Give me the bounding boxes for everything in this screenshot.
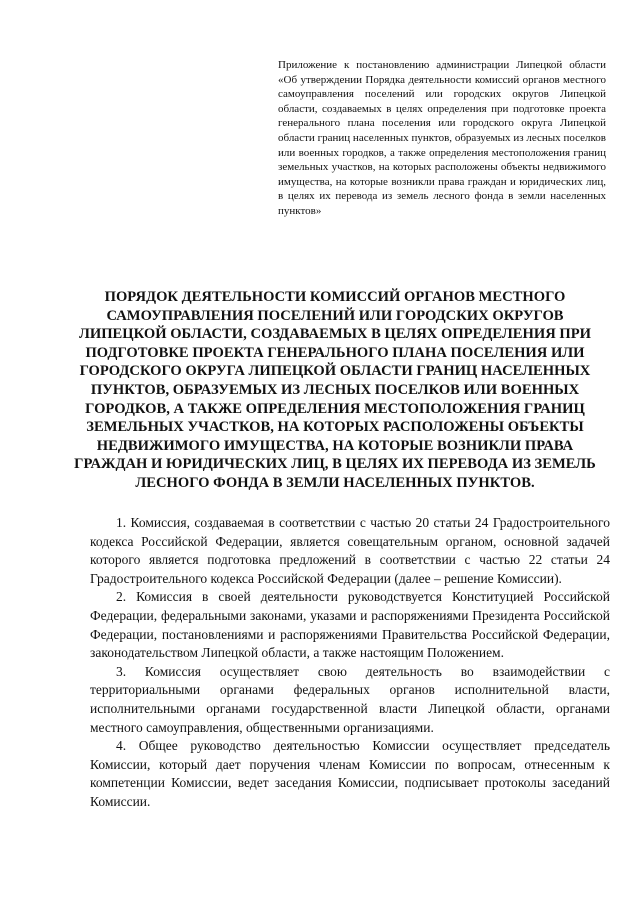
document-body: [90, 514, 610, 812]
document-title: ПОРЯДОК ДЕЯТЕЛЬНОСТИ КОМИССИЙ ОРГАНОВ МЕСТНОГО САМОУПРАВЛЕНИЯ ПОСЕЛЕНИЙ ИЛИ ГОРОДСКИХ ОКРУГОВ ЛИПЕЦКОЙ ОБЛАСТИ, СОЗДАВАЕМЫХ В ЦЕЛЯХ ОПРЕДЕЛЕНИЯ ПРИ ПОДГОТОВКЕ ПРОЕКТА ГЕНЕРАЛЬНОГО ПЛАНА ПОСЕЛЕНИЯ ИЛИ ГОРОДСКОГО ОКРУГА ЛИПЕЦКОЙ ОБЛАСТИ ГРАНИЦ НАСЕЛЕННЫХ ПУНКТОВ, ОБРАЗУЕМЫХ ИЗ ЛЕСНЫХ ПОСЕЛКОВ ИЛИ ВОЕННЫХ ГОРОДКОВ, А ТАКЖЕ ОПРЕДЕЛЕНИЯ МЕСТОПОЛОЖЕНИЯ ГРАНИЦ ЗЕМЕЛЬНЫХ УЧАСТКОВ, НА КОТОРЫХ РАСПОЛОЖЕНЫ ОБЪЕКТЫ НЕДВИЖИМОГО ИМУЩЕСТВА, НА КОТОРЫЕ ВОЗНИКЛИ ПРАВА ГРАЖДАН И ЮРИДИЧЕСКИХ ЛИЦ, В ЦЕЛЯХ ИХ ПЕРЕВОДА ИЗ ЗЕМЕЛЬ ЛЕСНОГО ФОНДА В ЗЕМЛИ НАСЕЛЕННЫХ ПУНКТОВ.: [74, 289, 596, 491]
paragraph-2: 2. Комиссия в своей деятельности руководствуется Конституцией Российской Федерации, федеральными законами, указами и распоряжениями Президента Российской Федерации, постановлениями и распоряжениями Правительства Российской Федерации, законодательством Липецкой области, а также настоящим Положением.: [90, 589, 610, 661]
paragraph-1: 1. Комиссия, создаваемая в соответствии с частью 20 статьи 24 Градостроительного кодекса Российской Федерации, является совещательным органом, основной задачей которого является подготовка предложений в соответствии с частью 22 статьи 24 Градостроительного кодекса Российской Федерации (далее – решение Комиссии).: [90, 515, 610, 586]
paragraph-3: 3. Комиссия осуществляет свою деятельность во взаимодействии с территориальными органами федеральных органов исполнительной власти, исполнительными органами государственной власти Липецкой области, органами местного самоуправления, общественными организациями.: [90, 663, 610, 735]
paragraph-4: 4. Общее руководство деятельностью Комиссии осуществляет председатель Комиссии, который дает поручения членам Комиссии по вопросам, отнесенным к компетенции Комиссии, ведет заседания Комиссии, подписывает протоколы заседаний Комиссии.: [90, 738, 610, 809]
appendix-note: Приложение к постановлению администрации Липецкой области «Об утверждении Порядка деятельности комиссий органов местного самоуправления поселений или городских округов Липецкой области, создаваемых в целях определения при подготовке проекта генерального плана поселения или городского округа Липецкой области границ населенных пунктов, образуемых из лесных поселков или военных городков, а также определения местоположения границ земельных участков, на которых расположены объекты недвижимого имущества, на которые возникли права граждан и юридических лиц, в целях их перевода из земель лесного фонда в земли населенных пунктов»: [278, 59, 606, 217]
